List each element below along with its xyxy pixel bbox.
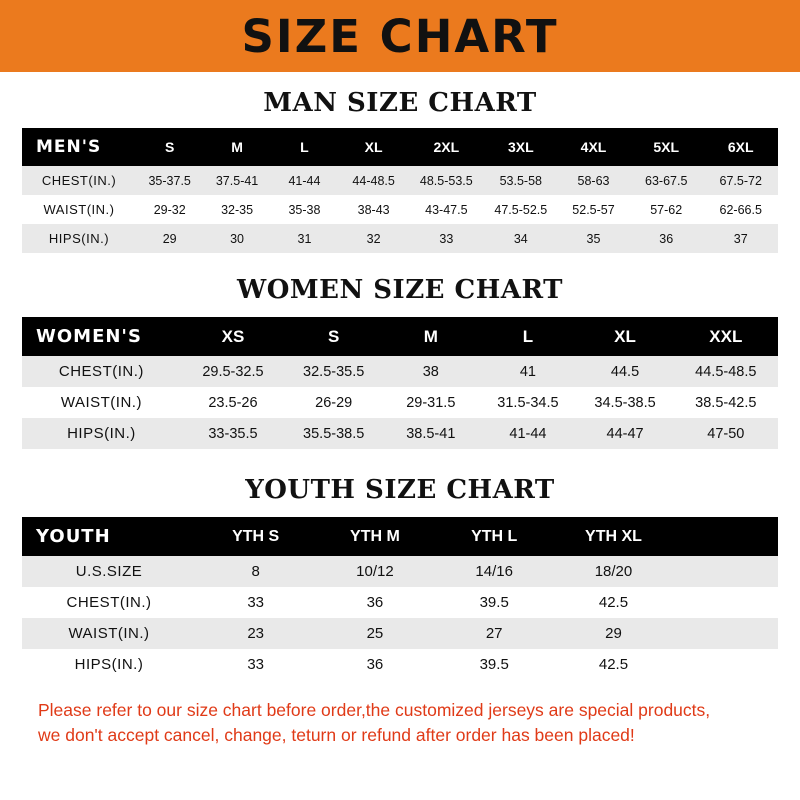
women-header-xl: XL: [576, 317, 673, 356]
women-hips-xxl: 47-50: [674, 418, 778, 449]
women-section-title: WOMEN SIZE CHART: [237, 275, 563, 305]
table-row: [22, 195, 778, 224]
chart-content: [0, 88, 800, 749]
youth-header-label: YOUTH: [22, 517, 196, 556]
youth-header-m: YTH M: [315, 517, 434, 556]
men-chest-2xl: 48.5-53.5: [409, 166, 483, 195]
men-waist-label: WAIST(IN.): [22, 195, 136, 224]
women-size-section: [22, 275, 778, 449]
youth-hips-l: 39.5: [435, 649, 554, 680]
men-header-xl: XL: [338, 128, 409, 166]
order-notice: [22, 698, 778, 749]
youth-ussize-empty: [673, 556, 778, 587]
youth-header-l: YTH L: [435, 517, 554, 556]
youth-waist-l: 27: [435, 618, 554, 649]
notice-line-1: Please refer to our size chart before order,the customized jerseys are special products,: [38, 700, 711, 720]
women-hips-xs: 33-35.5: [181, 418, 285, 449]
table-row: [22, 649, 778, 680]
men-chest-4xl: 58-63: [558, 166, 629, 195]
table-row: [22, 166, 778, 195]
women-hips-l: 41-44: [479, 418, 576, 449]
women-chest-l: 41: [479, 356, 576, 387]
youth-waist-m: 25: [315, 618, 434, 649]
table-header-row: [22, 517, 778, 556]
table-row: [22, 224, 778, 253]
youth-ussize-label: U.S.SIZE: [22, 556, 196, 587]
men-chest-6xl: 67.5-72: [703, 166, 778, 195]
men-hips-label: HIPS(IN.): [22, 224, 136, 253]
youth-waist-label: WAIST(IN.): [22, 618, 196, 649]
women-hips-xl: 44-47: [576, 418, 673, 449]
youth-ussize-xl: 18/20: [554, 556, 673, 587]
youth-chest-m: 36: [315, 587, 434, 618]
men-waist-5xl: 57-62: [629, 195, 703, 224]
men-waist-2xl: 43-47.5: [409, 195, 483, 224]
women-chest-xxl: 44.5-48.5: [674, 356, 778, 387]
men-hips-s: 29: [136, 224, 203, 253]
youth-hips-label: HIPS(IN.): [22, 649, 196, 680]
notice-line-2: we don't accept cancel, change, teturn or refund after order has been placed!: [38, 725, 635, 746]
table-header-row: [22, 317, 778, 356]
youth-ussize-s: 8: [196, 556, 315, 587]
women-header-s: S: [285, 317, 382, 356]
men-hips-6xl: 37: [703, 224, 778, 253]
men-hips-l: 31: [271, 224, 338, 253]
women-chest-s: 32.5-35.5: [285, 356, 382, 387]
men-header-label: MEN'S: [22, 128, 136, 166]
men-waist-xl: 38-43: [338, 195, 409, 224]
women-waist-label: WAIST(IN.): [22, 387, 181, 418]
men-chest-l: 41-44: [271, 166, 338, 195]
men-header-3xl: 3XL: [484, 128, 558, 166]
youth-ussize-l: 14/16: [435, 556, 554, 587]
youth-header-xl: YTH XL: [554, 517, 673, 556]
youth-size-table: [22, 517, 778, 680]
women-header-xs: XS: [181, 317, 285, 356]
men-chest-xl: 44-48.5: [338, 166, 409, 195]
men-hips-3xl: 34: [484, 224, 558, 253]
men-waist-m: 32-35: [203, 195, 270, 224]
men-waist-4xl: 52.5-57: [558, 195, 629, 224]
youth-section-title: YOUTH SIZE CHART: [245, 475, 555, 505]
youth-hips-s: 33: [196, 649, 315, 680]
men-hips-5xl: 36: [629, 224, 703, 253]
men-header-s: S: [136, 128, 203, 166]
women-size-table: [22, 317, 778, 449]
women-chest-m: 38: [382, 356, 479, 387]
men-header-5xl: 5XL: [629, 128, 703, 166]
men-waist-3xl: 47.5-52.5: [484, 195, 558, 224]
women-hips-m: 38.5-41: [382, 418, 479, 449]
youth-chest-xl: 42.5: [554, 587, 673, 618]
youth-hips-xl: 42.5: [554, 649, 673, 680]
youth-waist-empty: [673, 618, 778, 649]
women-chest-label: CHEST(IN.): [22, 356, 181, 387]
youth-hips-m: 36: [315, 649, 434, 680]
men-chest-s: 35-37.5: [136, 166, 203, 195]
men-hips-m: 30: [203, 224, 270, 253]
men-chest-m: 37.5-41: [203, 166, 270, 195]
youth-chest-l: 39.5: [435, 587, 554, 618]
youth-ussize-m: 10/12: [315, 556, 434, 587]
table-row: [22, 356, 778, 387]
youth-chest-label: CHEST(IN.): [22, 587, 196, 618]
men-waist-6xl: 62-66.5: [703, 195, 778, 224]
men-header-6xl: 6XL: [703, 128, 778, 166]
men-size-table: [22, 128, 778, 253]
women-chest-xl: 44.5: [576, 356, 673, 387]
men-waist-l: 35-38: [271, 195, 338, 224]
youth-chest-s: 33: [196, 587, 315, 618]
men-header-4xl: 4XL: [558, 128, 629, 166]
youth-waist-xl: 29: [554, 618, 673, 649]
youth-header-empty: [673, 517, 778, 556]
women-header-l: L: [479, 317, 576, 356]
men-chest-label: CHEST(IN.): [22, 166, 136, 195]
men-size-section: [22, 88, 778, 253]
men-section-title: MAN SIZE CHART: [263, 88, 537, 118]
women-waist-xl: 34.5-38.5: [576, 387, 673, 418]
men-header-l: L: [271, 128, 338, 166]
women-header-xxl: XXL: [674, 317, 778, 356]
men-waist-s: 29-32: [136, 195, 203, 224]
table-row: [22, 418, 778, 449]
table-header-row: [22, 128, 778, 166]
women-header-label: WOMEN'S: [22, 317, 181, 356]
men-chest-3xl: 53.5-58: [484, 166, 558, 195]
youth-size-section: [22, 475, 778, 680]
women-chest-xs: 29.5-32.5: [181, 356, 285, 387]
women-waist-l: 31.5-34.5: [479, 387, 576, 418]
women-waist-xs: 23.5-26: [181, 387, 285, 418]
women-waist-s: 26-29: [285, 387, 382, 418]
men-hips-xl: 32: [338, 224, 409, 253]
page-title: SIZE CHART: [241, 9, 559, 63]
youth-hips-empty: [673, 649, 778, 680]
table-row: [22, 556, 778, 587]
table-row: [22, 387, 778, 418]
men-hips-2xl: 33: [409, 224, 483, 253]
youth-waist-s: 23: [196, 618, 315, 649]
men-header-2xl: 2XL: [409, 128, 483, 166]
women-hips-s: 35.5-38.5: [285, 418, 382, 449]
table-row: [22, 587, 778, 618]
youth-header-s: YTH S: [196, 517, 315, 556]
header-banner: [0, 0, 800, 72]
table-row: [22, 618, 778, 649]
women-waist-xxl: 38.5-42.5: [674, 387, 778, 418]
women-hips-label: HIPS(IN.): [22, 418, 181, 449]
women-header-m: M: [382, 317, 479, 356]
men-chest-5xl: 63-67.5: [629, 166, 703, 195]
men-hips-4xl: 35: [558, 224, 629, 253]
men-header-m: M: [203, 128, 270, 166]
women-waist-m: 29-31.5: [382, 387, 479, 418]
youth-chest-empty: [673, 587, 778, 618]
